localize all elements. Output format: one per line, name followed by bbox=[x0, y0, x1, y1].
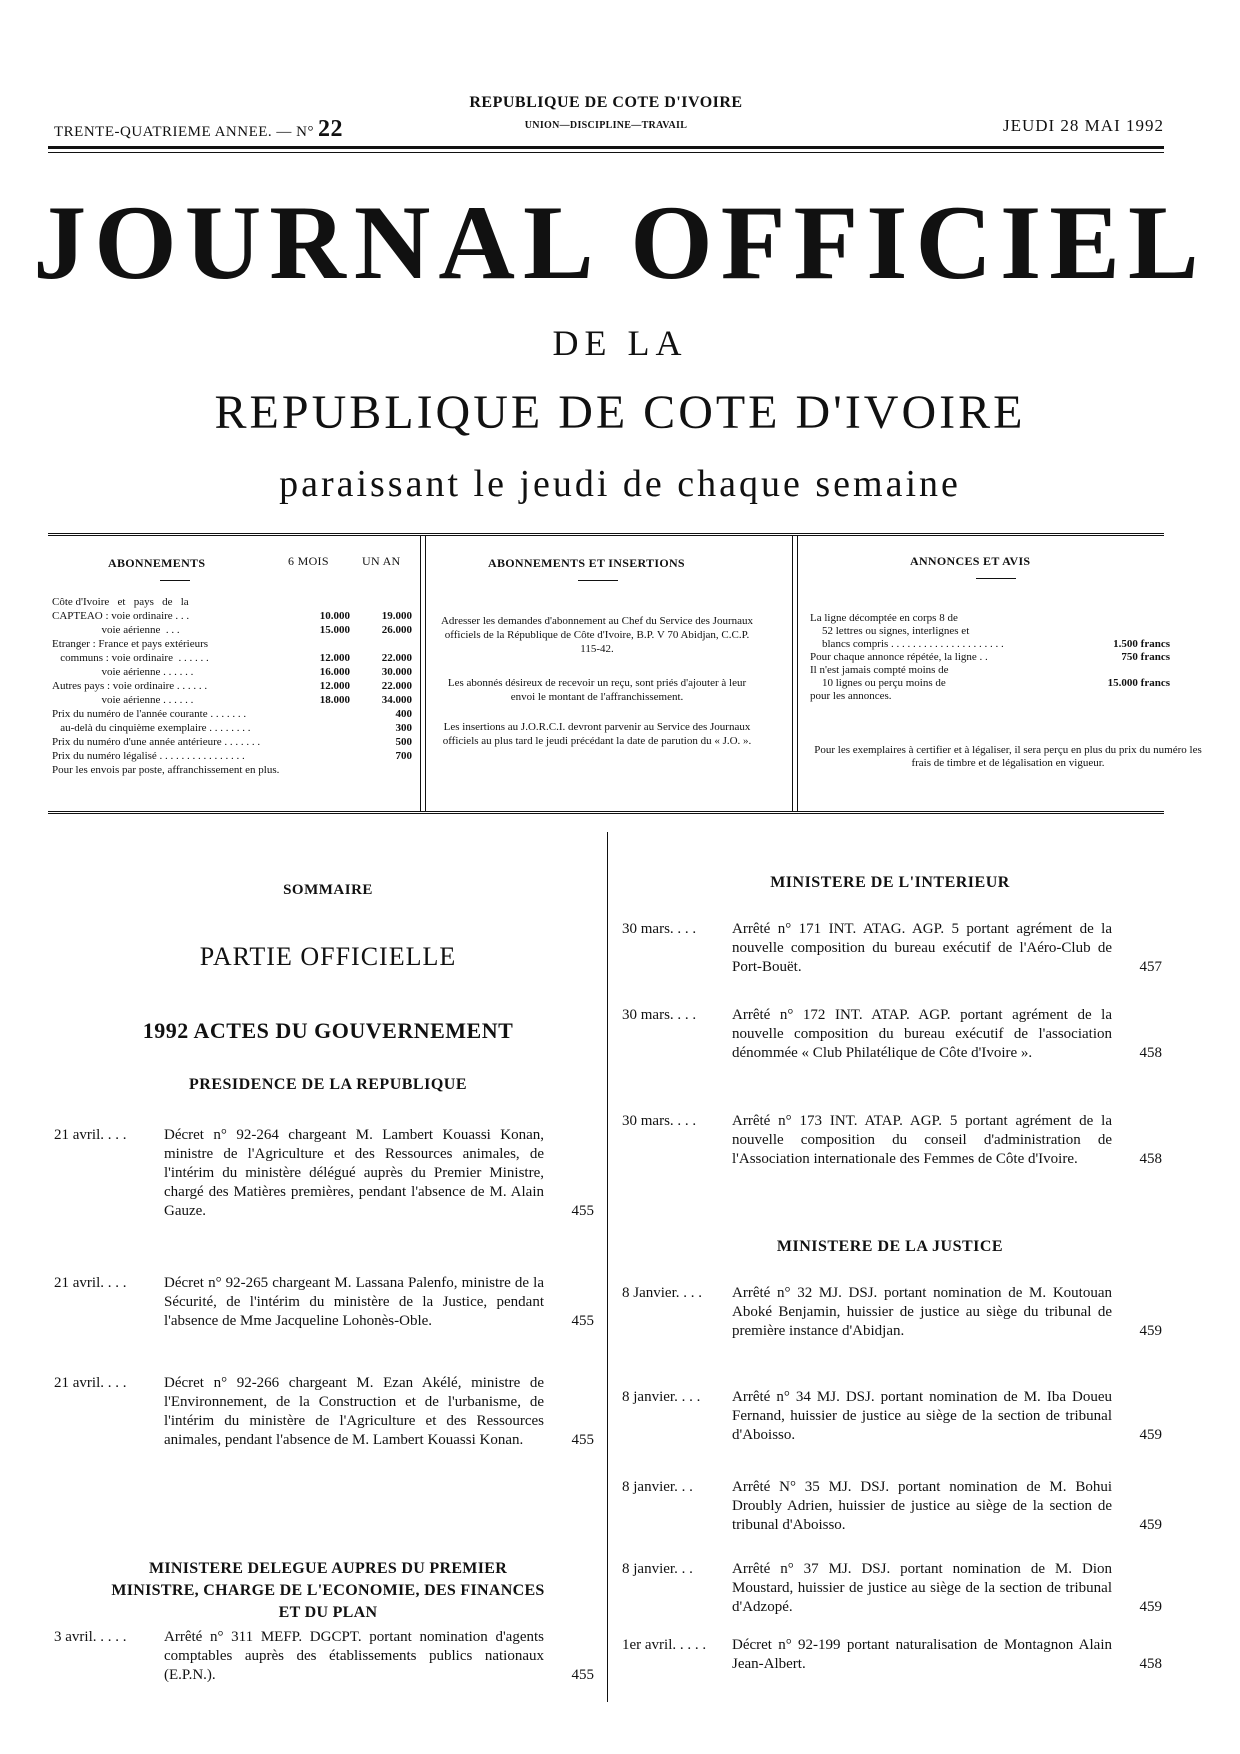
subscription-label: CAPTEAO : voie ordinaire . . . bbox=[52, 610, 190, 622]
justice-heading: MINISTERE DE LA JUSTICE bbox=[776, 1238, 1004, 1255]
price-6mois: 15.000 bbox=[319, 624, 350, 636]
price-unan: 19.000 bbox=[381, 610, 412, 622]
subscription-label: Autres pays : voie ordinaire . . . . . . bbox=[52, 680, 208, 692]
entry-date: 8 janvier. . . bbox=[622, 1561, 693, 1577]
annonces-price-2: 750 francs bbox=[1121, 651, 1170, 663]
header-rule-thin bbox=[48, 152, 1164, 153]
box-separator-1 bbox=[420, 536, 426, 811]
subscription-label: voie aérienne . . . . . . bbox=[52, 666, 194, 678]
subscription-label: Prix du numéro d'une année antérieure . . . . . . . bbox=[52, 736, 261, 748]
journal-republic: REPUBLIQUE DE COTE D'IVOIRE bbox=[214, 386, 1026, 439]
price-unan: 26.000 bbox=[381, 624, 412, 636]
entry-title: Arrêté n° 32 MJ. DSJ. portant nomination de M. Koutouan Aboké Benjamin, huissier de justice au siège du tribunal de première instance d'Abidjan. bbox=[732, 1285, 1112, 1339]
annonces-line-6: 10 lignes ou perçu moins de bbox=[822, 677, 946, 689]
entry-title: Décret n° 92-266 chargeant M. Ezan Akélé, ministre de l'Environnement, de la Construction et de l'urbanisme, de l'intérim du ministère de l'Agriculture et des Ressources animales, pendant l'absence de M. Lambert Kouassi Konan. bbox=[164, 1375, 544, 1448]
insertions-address: Adresser les demandes d'abonnement au Chef du Service des Journaux officiels de la République de Côte d'Ivoire, B.P. V 70 Abidjan, C.C.P. 115-42. bbox=[440, 615, 754, 655]
issue-date: JEUDI 28 MAI 1992 bbox=[1002, 116, 1164, 135]
entry-date: 3 avril. . . . . bbox=[54, 1629, 127, 1645]
annonces-line-5: Il n'est jamais compté moins de bbox=[810, 664, 949, 676]
annonces-price-1: 1.500 francs bbox=[1113, 638, 1170, 650]
entry-title: Arrêté n° 37 MJ. DSJ. portant nomination de M. Dion Moustard, huissier de justice au siège de la section de tribunal d'Adzopé. bbox=[732, 1561, 1112, 1615]
price-6mois: 16.000 bbox=[319, 666, 350, 678]
issue-number: 22 bbox=[317, 116, 343, 142]
subscription-label: Prix du numéro légalisé . . . . . . . . . . . . . . . . bbox=[52, 750, 245, 762]
price-unan: 500 bbox=[395, 736, 412, 748]
entry-date: 30 mars. . . . bbox=[622, 1007, 697, 1023]
price-unan: 300 bbox=[395, 722, 412, 734]
annonces-line-3: blancs compris . . . . . . . . . . . . . . . . . . . . . bbox=[822, 638, 1004, 650]
annonces-legalisation: Pour les exemplaires à certifier et à légaliser, il sera perçu en plus du prix du numéro les frais de timbre et de légalisation en vigueur. bbox=[814, 744, 1202, 769]
box-separator-2 bbox=[792, 536, 798, 811]
entry-title: Arrêté n° 172 INT. ATAP. AGP. portant agrément de la nouvelle composition du bureau exécutif de l'association dénommée « Club Philatélique de Côte d'Ivoire ». bbox=[732, 1007, 1112, 1061]
header-rule bbox=[48, 146, 1164, 149]
sommaire-heading: SOMMAIRE bbox=[283, 882, 373, 898]
actes-gouvernement: 1992 ACTES DU GOUVERNEMENT bbox=[142, 1018, 514, 1043]
insertions-receipt: Les abonnés désireux de recevoir un reçu, sont priés d'ajouter à leur envoi le montant de l'affranchissement. bbox=[447, 677, 747, 703]
col-6mois: 6 MOIS bbox=[288, 554, 329, 568]
entry-page: 459 bbox=[1139, 1599, 1162, 1615]
entry-date: 30 mars. . . . bbox=[622, 1113, 697, 1129]
header-republic: REPUBLIQUE DE COTE D'IVOIRE bbox=[469, 94, 743, 111]
issue-prefix: N° bbox=[296, 124, 314, 140]
annonces-heading-rule bbox=[976, 578, 1016, 579]
ministere-delegue-heading bbox=[48, 1558, 608, 1624]
entry-page: 455 bbox=[571, 1203, 594, 1219]
entry-page: 455 bbox=[571, 1667, 594, 1683]
entry-page: 458 bbox=[1139, 1151, 1162, 1167]
subscription-box bbox=[48, 533, 1202, 814]
price-unan: 34.000 bbox=[381, 694, 412, 706]
price-unan: 22.000 bbox=[381, 652, 412, 664]
annonces-rates bbox=[810, 612, 1210, 703]
entry-page: 458 bbox=[1139, 1656, 1162, 1672]
entry-title: Décret n° 92-199 portant naturalisation de Montagnon Alain Jean-Albert. bbox=[732, 1637, 1112, 1672]
interieur-heading: MINISTERE DE L'INTERIEUR bbox=[770, 874, 1010, 891]
price-6mois: 12.000 bbox=[319, 680, 350, 692]
price-6mois: 10.000 bbox=[319, 610, 350, 622]
presidence-heading: PRESIDENCE DE LA REPUBLIQUE bbox=[189, 1076, 467, 1093]
ministere-delegue-line-2: MINISTRE, CHARGE DE L'ECONOMIE, DES FINANCES bbox=[111, 1582, 545, 1599]
journal-subtitle: paraissant le jeudi de chaque semaine bbox=[279, 463, 961, 505]
entry-page: 458 bbox=[1139, 1045, 1162, 1061]
annonces-line-2: 52 lettres ou signes, interlignes et bbox=[822, 625, 970, 637]
subscription-label: Côte d'Ivoire et pays de la bbox=[52, 596, 189, 608]
col-unan: UN AN bbox=[362, 554, 401, 568]
annonces-price-3: 15.000 francs bbox=[1107, 677, 1170, 689]
issue-header bbox=[48, 92, 1164, 142]
annonces-line-7: pour les annonces. bbox=[810, 690, 892, 702]
price-unan: 30.000 bbox=[381, 666, 412, 678]
entry-title: Arrêté n° 171 INT. ATAG. AGP. 5 portant agrément de la nouvelle composition du bureau exécutif de l'Aéro-Club de Port-Bouët. bbox=[732, 921, 1112, 975]
subscription-label: Pour les envois par poste, affranchissement en plus. bbox=[52, 764, 280, 776]
subscriptions-heading: ABONNEMENTS bbox=[108, 556, 206, 570]
journal-de-la: DE LA bbox=[552, 323, 688, 363]
annonces-heading: ANNONCES ET AVIS bbox=[910, 554, 1031, 568]
price-6mois: 18.000 bbox=[319, 694, 350, 706]
price-unan: 700 bbox=[395, 750, 412, 762]
entry-title: Arrêté N° 35 MJ. DSJ. portant nomination de M. Bohui Droubly Adrien, huissier de justice au siège de la section de tribunal d'Aboisso. bbox=[732, 1479, 1112, 1533]
subscription-label: voie aérienne . . . . . . bbox=[52, 694, 194, 706]
entry-date: 21 avril. . . . bbox=[54, 1275, 127, 1291]
entry-page: 457 bbox=[1139, 959, 1162, 975]
price-6mois: 12.000 bbox=[319, 652, 350, 664]
entry-title: Décret n° 92-264 chargeant M. Lambert Kouassi Konan, ministre de l'Agriculture et des Ressources animales, de l'intérim du ministère délégué auprès du Premier Ministre, chargé des Matières premières, pendant l'absence de M. Alain Gauze. bbox=[164, 1127, 544, 1219]
subscription-label: Etranger : France et pays extérieurs bbox=[52, 638, 209, 650]
annonces-line-4: Pour chaque annonce répétée, la ligne . . bbox=[810, 651, 988, 663]
journal-title: JOURNAL OFFICIEL bbox=[33, 184, 1207, 301]
entry-date: 8 janvier. . . . bbox=[622, 1389, 701, 1405]
partie-officielle: PARTIE OFFICIELLE bbox=[199, 942, 457, 971]
entry-page: 459 bbox=[1139, 1323, 1162, 1339]
entry-page: 455 bbox=[571, 1313, 594, 1329]
subscription-label: Prix du numéro de l'année courante . . . . . . . bbox=[52, 708, 247, 720]
insertions-heading-rule bbox=[578, 580, 618, 581]
subs-heading-rule bbox=[160, 580, 190, 581]
entry-date: 21 avril. . . . bbox=[54, 1375, 127, 1391]
entry-date: 8 janvier. . . bbox=[622, 1479, 693, 1495]
annonces-line-1: La ligne décomptée en corps 8 de bbox=[810, 612, 958, 624]
price-unan: 400 bbox=[395, 708, 412, 720]
entry-date: 1er avril. . . . . bbox=[622, 1637, 707, 1653]
subscription-label: communs : voie ordinaire . . . . . . bbox=[52, 652, 209, 664]
entry-date: 30 mars. . . . bbox=[622, 921, 697, 937]
price-unan: 22.000 bbox=[381, 680, 412, 692]
subscription-label: au-delà du cinquième exemplaire . . . . . . . . bbox=[52, 722, 251, 734]
entry-title: Décret n° 92-265 chargeant M. Lassana Palenfo, ministre de la Sécurité, de l'intérim du ministère de la Justice, pendant l'absence de Mme Jacqueline Lohonès-Oble. bbox=[164, 1275, 544, 1329]
insertions-heading: ABONNEMENTS ET INSERTIONS bbox=[488, 556, 685, 570]
entry-date: 21 avril. . . . bbox=[54, 1127, 127, 1143]
entry-page: 455 bbox=[571, 1432, 594, 1448]
header-motto: UNION—DISCIPLINE—TRAVAIL bbox=[524, 120, 688, 131]
ministere-delegue-line-3: ET DU PLAN bbox=[278, 1604, 378, 1621]
entry-date: 8 Janvier. . . . bbox=[622, 1285, 702, 1301]
entry-title: Arrêté n° 173 INT. ATAP. AGP. 5 portant agrément de la nouvelle composition du conseil d'administration de l'Association internationale des Femmes de Côte d'Ivoire. bbox=[732, 1113, 1112, 1167]
insertions-deadline: Les insertions au J.O.R.C.I. devront parvenir au Service des Journaux officiels au plus tard le jeudi précédant la date de parution du « J.O. ». bbox=[442, 721, 752, 747]
edition-label: TRENTE-QUATRIEME ANNEE. — bbox=[54, 124, 292, 140]
ministere-delegue-line-1: MINISTERE DELEGUE AUPRES DU PREMIER bbox=[148, 1560, 508, 1577]
entry-page: 459 bbox=[1139, 1427, 1162, 1443]
subscription-label: voie aérienne . . . bbox=[52, 624, 180, 636]
entry-title: Arrêté n° 311 MEFP. DGCPT. portant nomination d'agents comptables auprès des établissements publics nationaux (E.P.N.). bbox=[164, 1629, 544, 1683]
entry-page: 459 bbox=[1139, 1517, 1162, 1533]
entry-title: Arrêté n° 34 MJ. DSJ. portant nomination de M. Iba Doueu Fernand, huissier de justice au siège de la section de tribunal d'Aboisso. bbox=[732, 1389, 1112, 1443]
